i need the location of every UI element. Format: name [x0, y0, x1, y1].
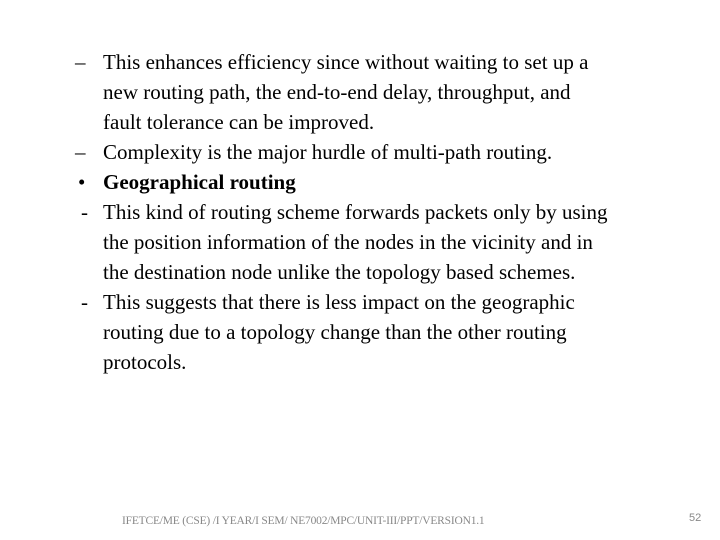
item-continuation [76, 77, 696, 107]
item-continuation [76, 347, 696, 377]
item-text-line: Complexity is the major hurdle of multi-path routing. [103, 140, 553, 164]
item-text-line: protocols. [103, 350, 187, 374]
page-number: 52 [689, 512, 702, 524]
bullet-heading [76, 167, 696, 197]
dash-marker: - [81, 200, 88, 224]
section-heading: Geographical routing [103, 170, 296, 194]
item-continuation [76, 227, 696, 257]
dash-marker: - [81, 290, 88, 314]
item-continuation [76, 107, 696, 137]
slide-footer: IFETCE/ME (CSE) /I YEAR/I SEM/ NE7002/MPC/UNIT-III/PPT/VERSION1.1 [122, 515, 485, 527]
item-text-line: This enhances efficiency since without waiting to set up a [103, 50, 589, 74]
bullet-item [76, 137, 696, 167]
item-text-line: new routing path, the end-to-end delay, throughput, and [103, 80, 571, 104]
item-text-line: This suggests that there is less impact on the geographic [103, 290, 575, 314]
item-text-line: fault tolerance can be improved. [103, 110, 375, 134]
item-continuation [76, 317, 696, 347]
bullet-item [76, 197, 696, 227]
bullet-item [76, 287, 696, 317]
bullet-item [76, 47, 696, 77]
dash-marker: – [75, 140, 86, 164]
item-text-line: the position information of the nodes in the vicinity and in [103, 230, 593, 254]
bullet-marker: • [78, 170, 86, 194]
item-continuation [76, 257, 696, 287]
item-text-line: routing due to a topology change than the other routing [103, 320, 567, 344]
item-text-line: This kind of routing scheme forwards packets only by using [103, 200, 608, 224]
dash-marker: – [75, 50, 86, 74]
item-text-line: the destination node unlike the topology based schemes. [103, 260, 576, 284]
slide-body [76, 47, 696, 377]
